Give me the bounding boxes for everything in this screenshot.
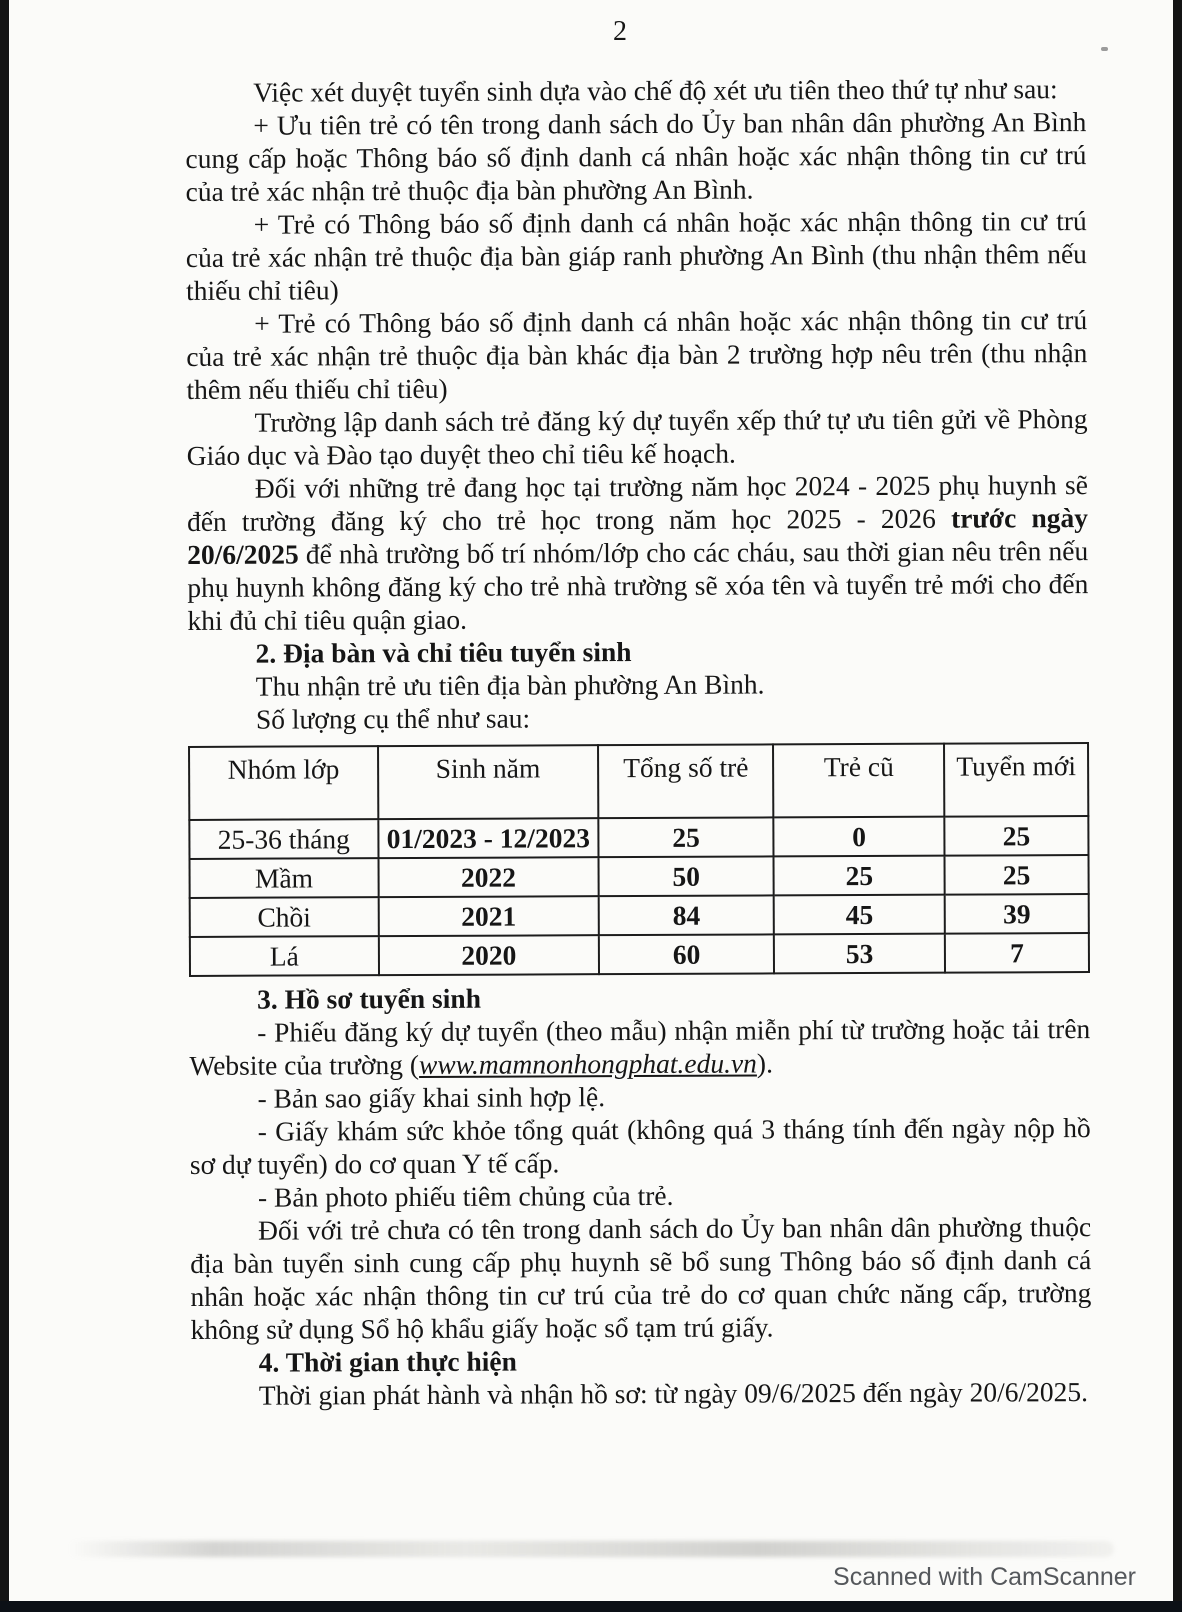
table-cell: 2020: [379, 935, 599, 975]
table-cell: 50: [599, 856, 774, 896]
table-cell: 2021: [378, 896, 598, 936]
section2-heading: 2. Địa bàn và chỉ tiêu tuyển sinh: [255, 636, 632, 669]
table-cell: 25-36 tháng: [189, 819, 378, 859]
table-cell: 25: [774, 856, 945, 896]
table-cell: 45: [774, 895, 945, 935]
scan-edge-right: [1173, 0, 1182, 1612]
school-website-url: www.mamnonhongphat.edu.vn: [418, 1047, 757, 1080]
current-students-text-post: để nhà trường bố trí nhóm/lớp cho các cháu, sau thời gian nêu trên nếu phụ huynh không đăng ký cho trẻ nhà trường sẽ xóa tên và tuyển trẻ mới cho đến khi đủ chỉ tiêu quận giao.: [187, 535, 1089, 636]
priority-item-2: + Trẻ có Thông báo số định danh cá nhân hoặc xác nhận thông tin cư trú của trẻ xác nhận trẻ thuộc địa bàn giáp ranh phường An Bình (thu nhận thêm nếu thiếu chỉ tiêu): [185, 205, 1087, 306]
current-students-paragraph: [187, 468, 1089, 637]
table-cell: 60: [599, 934, 774, 974]
table-cell: 7: [945, 933, 1089, 973]
document-item-vaccination: - Bản photo phiếu tiêm chủng của trẻ.: [257, 1179, 674, 1213]
table-cell: Chồi: [190, 897, 379, 937]
form-item-text-post: ).: [756, 1047, 774, 1079]
camscanner-watermark: Scanned with CamScanner: [833, 1563, 1136, 1591]
table-cell: 0: [774, 817, 945, 857]
enrollment-table: [188, 742, 1090, 977]
page-number: 2: [613, 16, 627, 47]
table-row: [190, 933, 1089, 976]
listing-paragraph: Trường lập danh sách trẻ đăng ký dự tuyển xếp thứ tự ưu tiên gửi về Phòng Giáo dục và Đào tạo duyệt theo chỉ tiêu kế hoạch.: [186, 403, 1088, 471]
table-row: [189, 816, 1088, 859]
table-cell: Lá: [190, 936, 379, 976]
priority-item-3: + Trẻ có Thông báo số định danh cá nhân hoặc xác nhận thông tin cư trú của trẻ xác nhận trẻ thuộc địa bàn khác địa bàn 2 trường hợp nêu trên (thu nhận thêm nếu thiếu chỉ tiêu): [186, 304, 1088, 405]
table-cell: 25: [944, 816, 1088, 856]
document-item-form: [189, 1012, 1090, 1082]
deadline-bold-text: trước ngày 20/6/2025: [187, 502, 1089, 570]
table-cell: 25: [598, 817, 773, 857]
current-students-text-pre: Đối với những trẻ đang học tại trường năm học 2024 - 2025 phụ huynh sẽ đến trường đăng ký cho trẻ học trong năm học 2025 - 2026: [186, 469, 1088, 537]
table-row: [190, 894, 1089, 937]
document-item-birth-certificate: - Bản sao giấy khai sinh hợp lệ.: [257, 1081, 606, 1114]
scan-edge-left: [0, 0, 9, 1612]
document-item-health-check: - Giấy khám sức khỏe tổng quát (không quá 3 tháng tính đến ngày nộp hồ sơ dự tuyển) do cơ quan Y tế cấp.: [189, 1112, 1091, 1180]
table-row: [190, 855, 1089, 898]
priority-item-1: + Ưu tiên trẻ có tên trong danh sách do Ủy ban nhân dân phường An Bình cung cấp hoặc Thông báo số định danh cá nhân hoặc xác nhận thông tin cư trú của trẻ xác nhận trẻ thuộc địa bàn phường An Bình.: [185, 106, 1087, 207]
section3-heading: 3. Hồ sơ tuyển sinh: [257, 982, 482, 1015]
section4-heading: 4. Thời gian thực hiện: [258, 1345, 517, 1378]
table-header-cell: Tuyển mới: [944, 743, 1088, 817]
table-header-cell: Nhóm lớp: [189, 746, 378, 820]
form-item-text-pre: - Phiếu đăng ký dự tuyển (theo mẫu) nhận miễn phí từ trường hoặc tải trên Website của trường (: [189, 1013, 1091, 1081]
table-header-cell: Trẻ cũ: [773, 744, 944, 818]
table-cell: 84: [599, 895, 774, 935]
section4-schedule: Thời gian phát hành và nhận hồ sơ: từ ngày 09/6/2025 đến ngày 20/6/2025.: [258, 1376, 1089, 1411]
table-cell: 2022: [378, 857, 598, 897]
table-cell: 53: [774, 934, 945, 974]
section2-intake-note: Thu nhận trẻ ưu tiên địa bàn phường An Bình.: [255, 668, 765, 702]
table-header-row: [189, 743, 1088, 820]
section2-quantity-note: Số lượng cụ thể như sau:: [255, 702, 531, 735]
scan-edge-bottom: [0, 1601, 1182, 1612]
scan-smudge: [68, 1541, 1114, 1557]
table-cell: 25: [945, 855, 1089, 895]
table-cell: 01/2023 - 12/2023: [378, 818, 598, 858]
table-header-cell: Sinh năm: [378, 745, 599, 819]
table-cell: Mầm: [190, 858, 379, 898]
table-header-cell: Tổng số trẻ: [598, 744, 774, 818]
section3-note: Đối với trẻ chưa có tên trong danh sách do Ủy ban nhân dân phường thuộc địa bàn tuyển sinh cung cấp phụ huynh sẽ bổ sung Thông báo số định danh cá nhân hoặc xác nhận thông tin cư trú của trẻ do cơ quan chức năng cấp, trường không sử dụng Sổ hộ khẩu giấy hoặc sổ tạm trú giấy.: [190, 1211, 1092, 1345]
document-body: [185, 72, 1092, 1412]
intro-paragraph: Việc xét duyệt tuyển sinh dựa vào chế độ xét ưu tiên theo thứ tự như sau:: [253, 73, 1058, 108]
table-cell: 39: [945, 894, 1089, 934]
